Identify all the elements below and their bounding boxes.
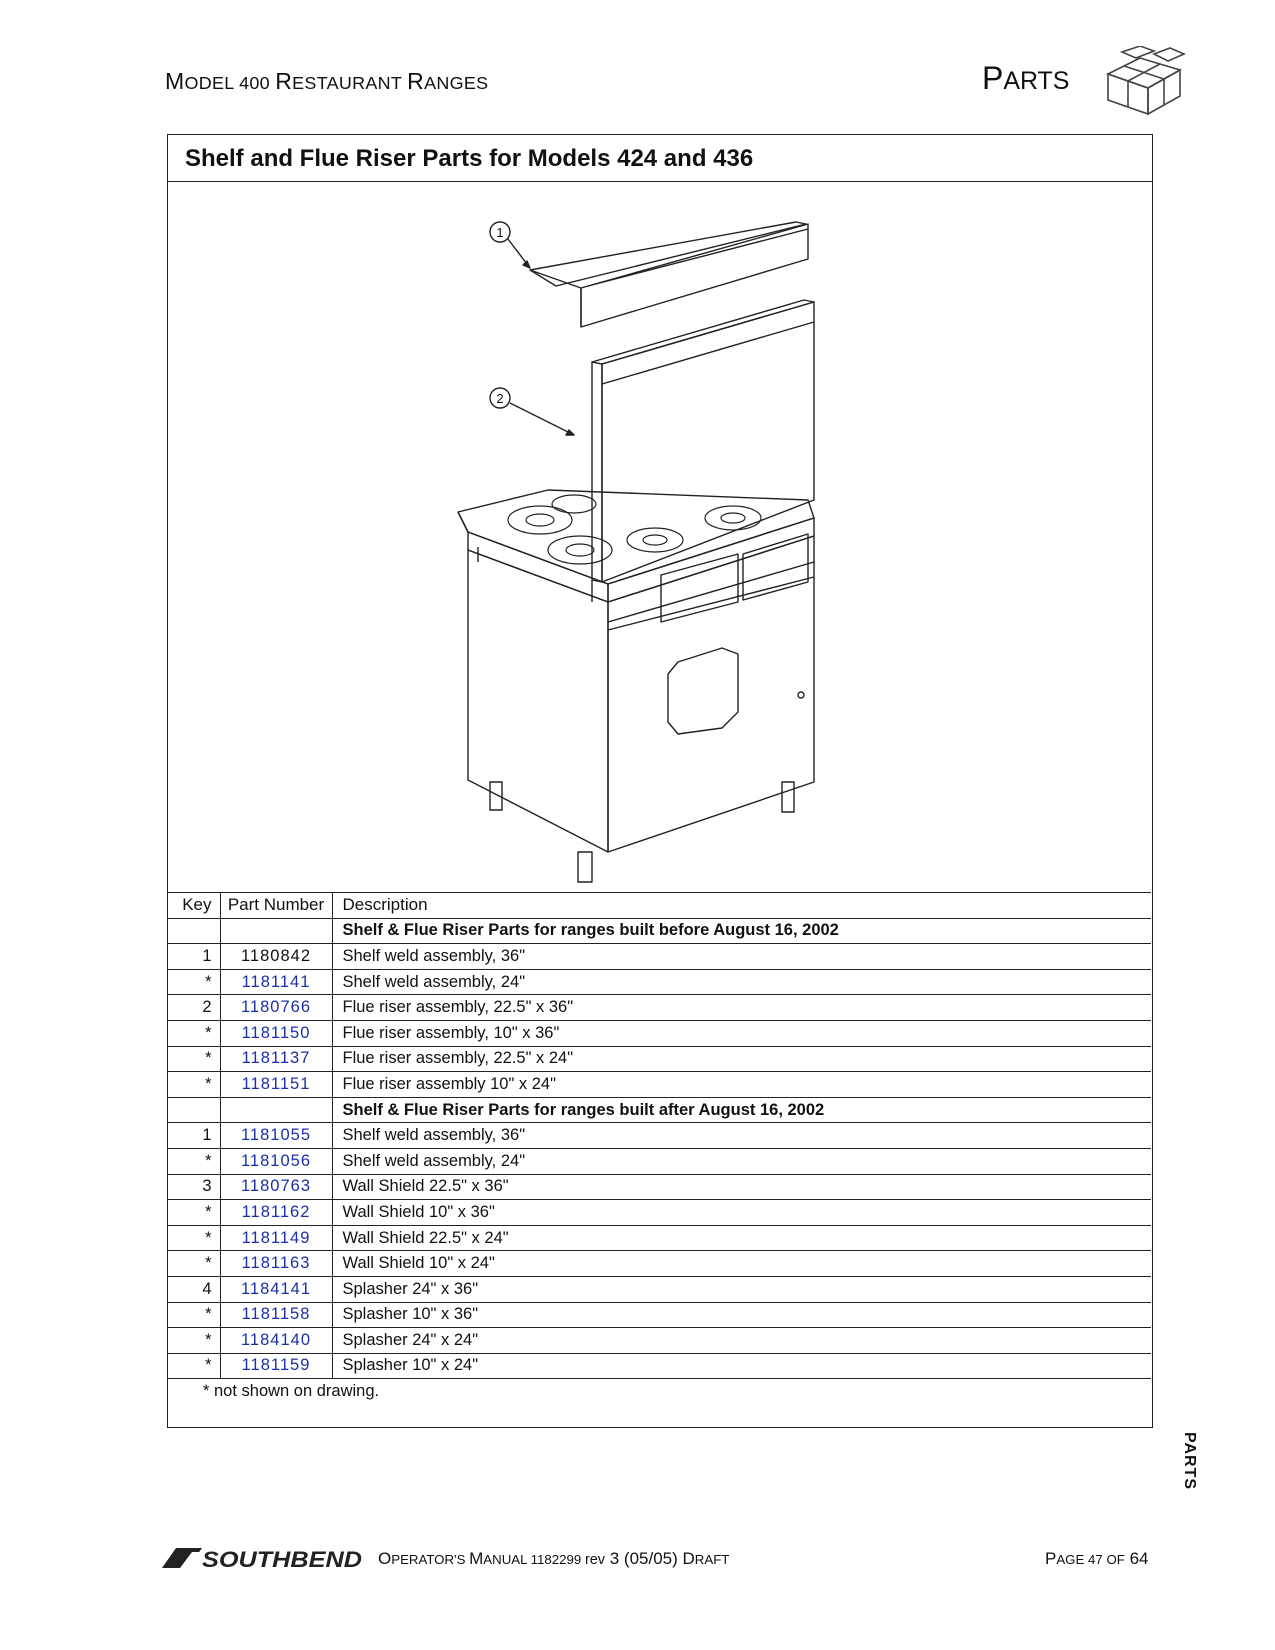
footer-page-number: [1045, 1549, 1148, 1569]
row-description: Shelf weld assembly, 24": [332, 1148, 1151, 1174]
row-key: *: [168, 1225, 220, 1251]
footer-text-part: 3 (05/05): [605, 1549, 683, 1568]
callout-label: 2: [496, 391, 504, 406]
manual-title-part: R: [275, 68, 293, 94]
table-row: [168, 1046, 1151, 1072]
footer-page-part: P: [1045, 1549, 1057, 1568]
range-exploded-drawing: [168, 182, 1151, 892]
row-description: Splasher 10" x 36": [332, 1302, 1151, 1328]
table-row: [168, 1302, 1151, 1328]
col-part-header: Part Number: [220, 893, 332, 919]
table-footnote: * not shown on drawing.: [168, 1379, 1151, 1405]
row-key: 2: [168, 995, 220, 1021]
part-number: [220, 1097, 332, 1123]
manual-title-part: M: [165, 68, 185, 94]
footer-text-part: RAFT: [694, 1552, 730, 1567]
section-title: [982, 60, 1069, 97]
row-description: Flue riser assembly, 22.5" x 24": [332, 1046, 1151, 1072]
callout-label: 1: [496, 225, 504, 240]
part-number-link[interactable]: 1181141: [220, 969, 332, 995]
part-number-link[interactable]: 1181150: [220, 1020, 332, 1046]
footer-page-part: 64: [1124, 1549, 1149, 1568]
parts-panel: [167, 134, 1153, 1428]
row-description: Wall Shield 10" x 36": [332, 1200, 1151, 1226]
section-title-part: P: [982, 60, 1004, 96]
row-description: Flue riser assembly, 22.5" x 36": [332, 995, 1151, 1021]
row-description: Wall Shield 10" x 24": [332, 1251, 1151, 1277]
panel-title: Shelf and Flue Riser Parts for Models 424 and 436: [168, 135, 1152, 182]
table-row: [168, 1020, 1151, 1046]
part-number: 1180842: [220, 944, 332, 970]
table-row: [168, 1328, 1151, 1354]
manual-title: [165, 68, 488, 95]
manual-title-part: ESTAURANT: [292, 73, 408, 93]
row-key: [168, 918, 220, 944]
part-number-link[interactable]: 1181149: [220, 1225, 332, 1251]
table-row: [168, 1276, 1151, 1302]
table-section-row: [168, 1097, 1151, 1123]
col-desc-header: Description: [332, 893, 1151, 919]
footer-page-part: OF: [1106, 1552, 1125, 1567]
table-row: [168, 1353, 1151, 1379]
row-key: *: [168, 969, 220, 995]
row-key: *: [168, 1046, 220, 1072]
row-key: *: [168, 1328, 220, 1354]
box-parts-icon: [1100, 46, 1190, 116]
part-number: [220, 918, 332, 944]
table-row: [168, 1251, 1151, 1277]
part-number-link[interactable]: 1184140: [220, 1328, 332, 1354]
table-row: [168, 944, 1151, 970]
part-number-link[interactable]: 1181056: [220, 1148, 332, 1174]
footer-text-part: rev: [584, 1552, 606, 1568]
footer-manual-info: [378, 1549, 729, 1569]
section-title-part: ARTS: [1003, 67, 1070, 95]
row-description: Wall Shield 22.5" x 36": [332, 1174, 1151, 1200]
row-key: *: [168, 1148, 220, 1174]
section-heading: Shelf & Flue Riser Parts for ranges built before August 16, 2002: [332, 918, 1151, 944]
part-number-link[interactable]: 1184141: [220, 1276, 332, 1302]
row-key: *: [168, 1200, 220, 1226]
footer-text-part: PERATOR'S: [391, 1552, 470, 1567]
footer-text-part: D: [682, 1549, 695, 1568]
footer-text-part: M: [469, 1549, 484, 1568]
footer-text-part: O: [378, 1549, 392, 1568]
footer-page-part: AGE 47: [1056, 1552, 1107, 1567]
row-key: 4: [168, 1276, 220, 1302]
row-key: 3: [168, 1174, 220, 1200]
row-description: Shelf weld assembly, 24": [332, 969, 1151, 995]
manual-title-part: ANGES: [424, 73, 489, 93]
row-key: [168, 1097, 220, 1123]
table-row: [168, 1225, 1151, 1251]
part-number-link[interactable]: 1181162: [220, 1200, 332, 1226]
row-key: *: [168, 1251, 220, 1277]
row-description: Splasher 10" x 24": [332, 1353, 1151, 1379]
logo-wordmark: SOUTHBEND: [202, 1547, 363, 1570]
part-number-link[interactable]: 1181055: [220, 1123, 332, 1149]
row-description: Wall Shield 22.5" x 24": [332, 1225, 1151, 1251]
row-key: 1: [168, 1123, 220, 1149]
part-number-link[interactable]: 1180766: [220, 995, 332, 1021]
row-key: 1: [168, 944, 220, 970]
row-description: Flue riser assembly, 10" x 36": [332, 1020, 1151, 1046]
table-row: [168, 1123, 1151, 1149]
southbend-logo: [162, 1546, 372, 1570]
row-description: Splasher 24" x 36": [332, 1276, 1151, 1302]
part-number-link[interactable]: 1181137: [220, 1046, 332, 1072]
row-key: *: [168, 1302, 220, 1328]
table-row: [168, 1200, 1151, 1226]
row-description: Shelf weld assembly, 36": [332, 944, 1151, 970]
table-row: [168, 1148, 1151, 1174]
footer-text-part: ANUAL 1182299: [483, 1552, 585, 1567]
manual-title-part: ODEL 400: [184, 73, 276, 93]
table-row: [168, 969, 1151, 995]
part-number-link[interactable]: 1181163: [220, 1251, 332, 1277]
side-tab-parts: PARTS: [1181, 1432, 1198, 1491]
table-row: [168, 1072, 1151, 1098]
row-key: *: [168, 1353, 220, 1379]
table-row: [168, 995, 1151, 1021]
row-key: *: [168, 1072, 220, 1098]
row-key: *: [168, 1020, 220, 1046]
part-number-link[interactable]: 1181151: [220, 1072, 332, 1098]
table-note-row: [168, 1379, 1151, 1405]
part-number-link[interactable]: 1180763: [220, 1174, 332, 1200]
manual-title-part: R: [407, 68, 425, 94]
part-number-link[interactable]: 1181159: [220, 1353, 332, 1379]
table-header-row: [168, 893, 1151, 919]
section-heading: Shelf & Flue Riser Parts for ranges built after August 16, 2002: [332, 1097, 1151, 1123]
table-section-row: [168, 918, 1151, 944]
table-row: [168, 1174, 1151, 1200]
row-description: Flue riser assembly 10" x 24": [332, 1072, 1151, 1098]
col-key-header: Key: [168, 893, 220, 919]
row-description: Shelf weld assembly, 36": [332, 1123, 1151, 1149]
row-description: Splasher 24" x 24": [332, 1328, 1151, 1354]
part-number-link[interactable]: 1181158: [220, 1302, 332, 1328]
parts-table: [168, 892, 1151, 1404]
